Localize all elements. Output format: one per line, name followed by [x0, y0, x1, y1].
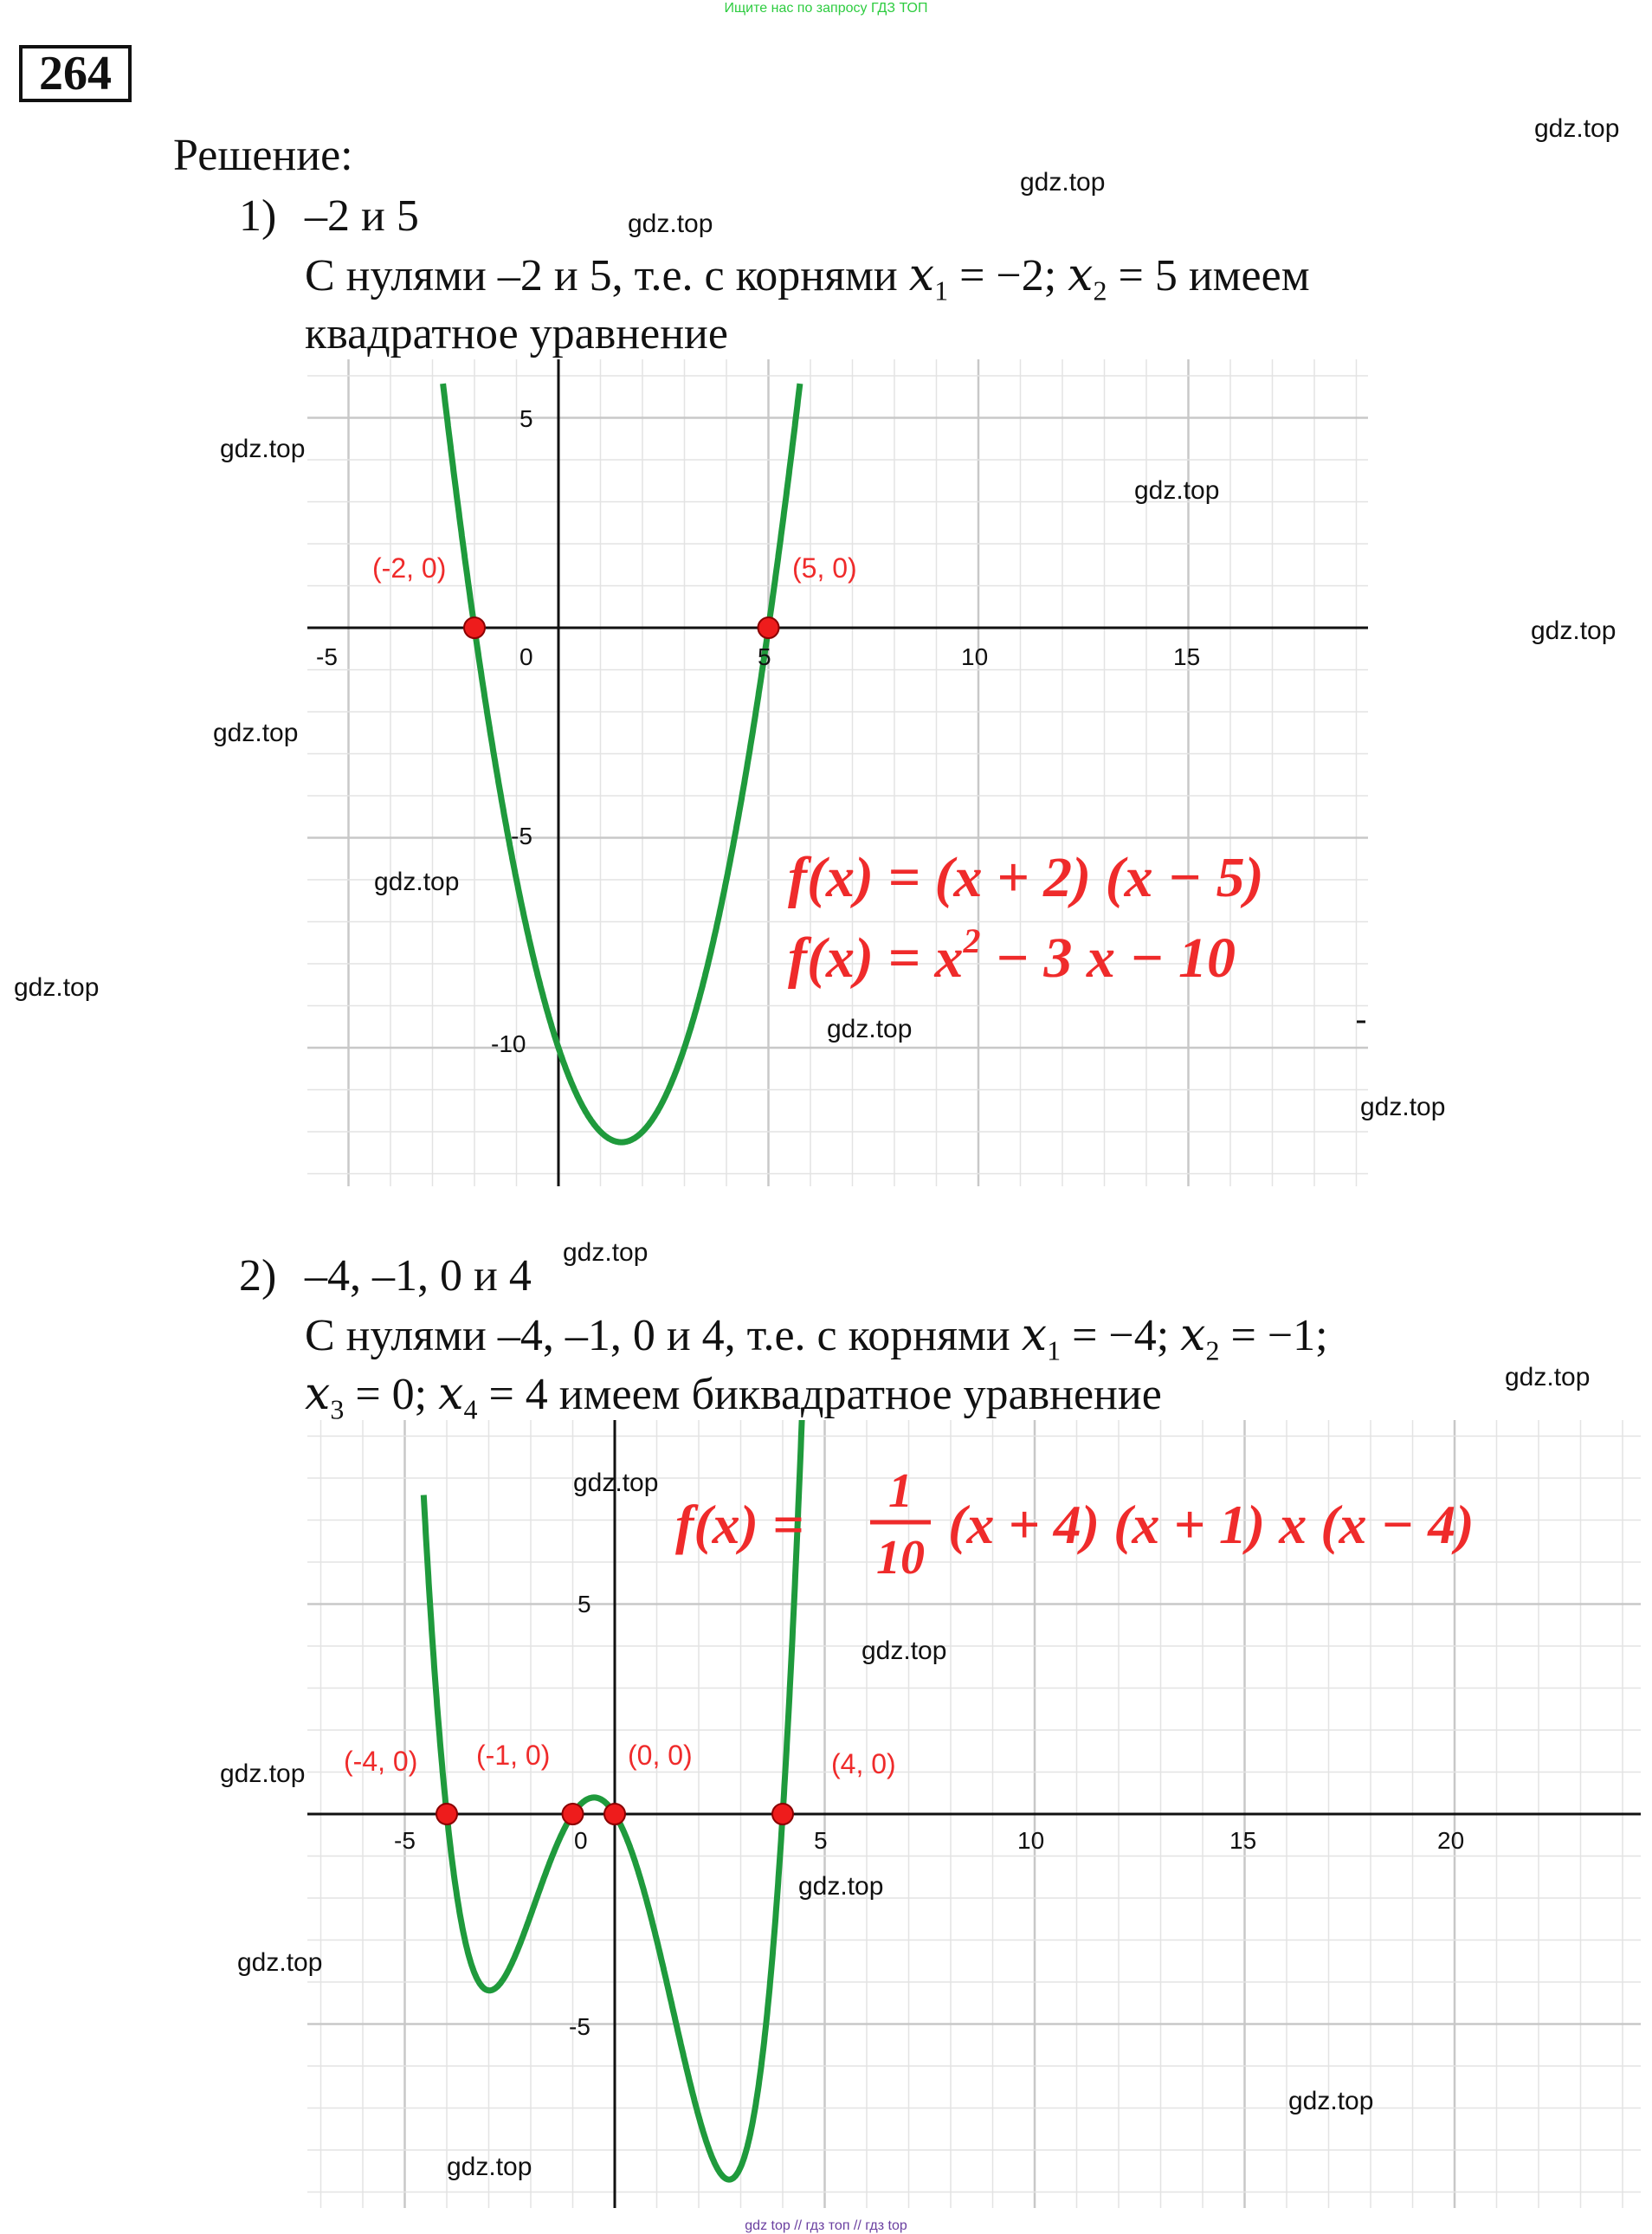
root-point	[464, 617, 485, 638]
x-tick-label: 10	[1017, 1827, 1045, 1854]
x-tick-label: 15	[1173, 643, 1201, 670]
watermark: gdz.top	[220, 1759, 306, 1788]
watermark: gdz.top	[1360, 1093, 1446, 1121]
problem-number: 264	[19, 45, 132, 102]
x-tick-label: 5	[758, 643, 771, 670]
bottom-banner: gdz top // гдз топ // гдз top	[745, 2218, 907, 2233]
y-tick-label: -5	[511, 823, 532, 849]
point-label: (4, 0)	[831, 1748, 896, 1779]
part1-line1: С нулями –2 и 5, т.е. с корнями $x_1 = -2$; $x_2 = 5$ имеем	[305, 249, 1310, 307]
root-point	[604, 1804, 625, 1824]
point-label: (5, 0)	[792, 552, 857, 584]
x-tick-label: 0	[519, 643, 533, 670]
watermark: gdz.top	[14, 973, 100, 1002]
watermark: gdz.top	[1288, 2087, 1374, 2115]
point-label: (0, 0)	[628, 1740, 693, 1771]
watermark: gdz.top	[1534, 114, 1620, 143]
watermark: gdz.top	[563, 1238, 649, 1267]
root-point	[436, 1804, 457, 1824]
x-tick-label: 10	[961, 643, 989, 670]
watermark: gdz.top	[1505, 1363, 1591, 1391]
part1-label: 1)	[239, 191, 277, 241]
formula-2: $f(x) = x^2 - 3$ x − 10	[788, 921, 1236, 990]
y-tick-label: -5	[569, 2013, 590, 2040]
x-tick-label: 5	[814, 1827, 828, 1854]
point-label: (-2, 0)	[372, 552, 447, 584]
formula-3-denominator: 10	[876, 1531, 925, 1585]
root-point	[772, 1804, 793, 1824]
watermark: gdz.top	[827, 1015, 913, 1043]
part1-heading: –2 и 5	[305, 191, 419, 241]
watermark: gdz.top	[213, 719, 299, 747]
x-tick-label: 0	[574, 1827, 588, 1854]
watermark: gdz.top	[237, 1948, 323, 1977]
part2-label: 2)	[239, 1251, 277, 1301]
watermark: gdz.top	[447, 2153, 532, 2181]
graph1-curve	[443, 384, 800, 1142]
part2-line1: С нулями –4, –1, 0 и 4, т.е. с корнями $x_1 = -4$; $x_2 = -1$;	[305, 1309, 1328, 1366]
top-banner: Ищите нас по запросу ГДЗ ТОП	[724, 1, 928, 16]
x-tick-label: -5	[316, 643, 338, 670]
part2-line2: $x_3 = 0$; $x_4 = 4$ имеем биквадратное уравнение	[305, 1368, 1162, 1425]
formula-1: f(x) = (x + 2) (x − 5)	[788, 846, 1264, 909]
watermark: gdz.top	[1134, 476, 1220, 505]
x-tick-label: -5	[394, 1827, 416, 1854]
solution-label: Решение:	[173, 131, 353, 180]
watermark: gdz.top	[861, 1637, 947, 1665]
formula-3-left: f(x) =	[675, 1494, 804, 1555]
point-label: (-1, 0)	[476, 1740, 551, 1771]
watermark: gdz.top	[1531, 617, 1617, 645]
watermark: gdz.top	[628, 210, 713, 238]
formula-3-numerator: 1	[888, 1464, 913, 1518]
graph-2	[307, 1420, 1641, 2208]
y-tick-label: -10	[491, 1030, 526, 1057]
formula-3-right: (x + 4) (x + 1) x (x − 4)	[948, 1494, 1475, 1555]
x-tick-label: 20	[1437, 1827, 1465, 1854]
part1-line2: квадратное уравнение	[305, 309, 728, 358]
y-tick-label: 5	[519, 405, 533, 432]
watermark: gdz.top	[220, 435, 306, 463]
watermark: gdz.top	[374, 868, 460, 896]
watermark: gdz.top	[573, 1469, 659, 1497]
part2-heading: –4, –1, 0 и 4	[305, 1251, 532, 1301]
watermark: gdz.top	[1020, 168, 1106, 197]
watermark: gdz.top	[798, 1872, 884, 1901]
root-point	[563, 1804, 584, 1824]
point-label: (-4, 0)	[344, 1746, 418, 1777]
root-point	[758, 617, 779, 638]
y-tick-label: 5	[578, 1591, 591, 1617]
x-tick-label: 15	[1229, 1827, 1257, 1854]
